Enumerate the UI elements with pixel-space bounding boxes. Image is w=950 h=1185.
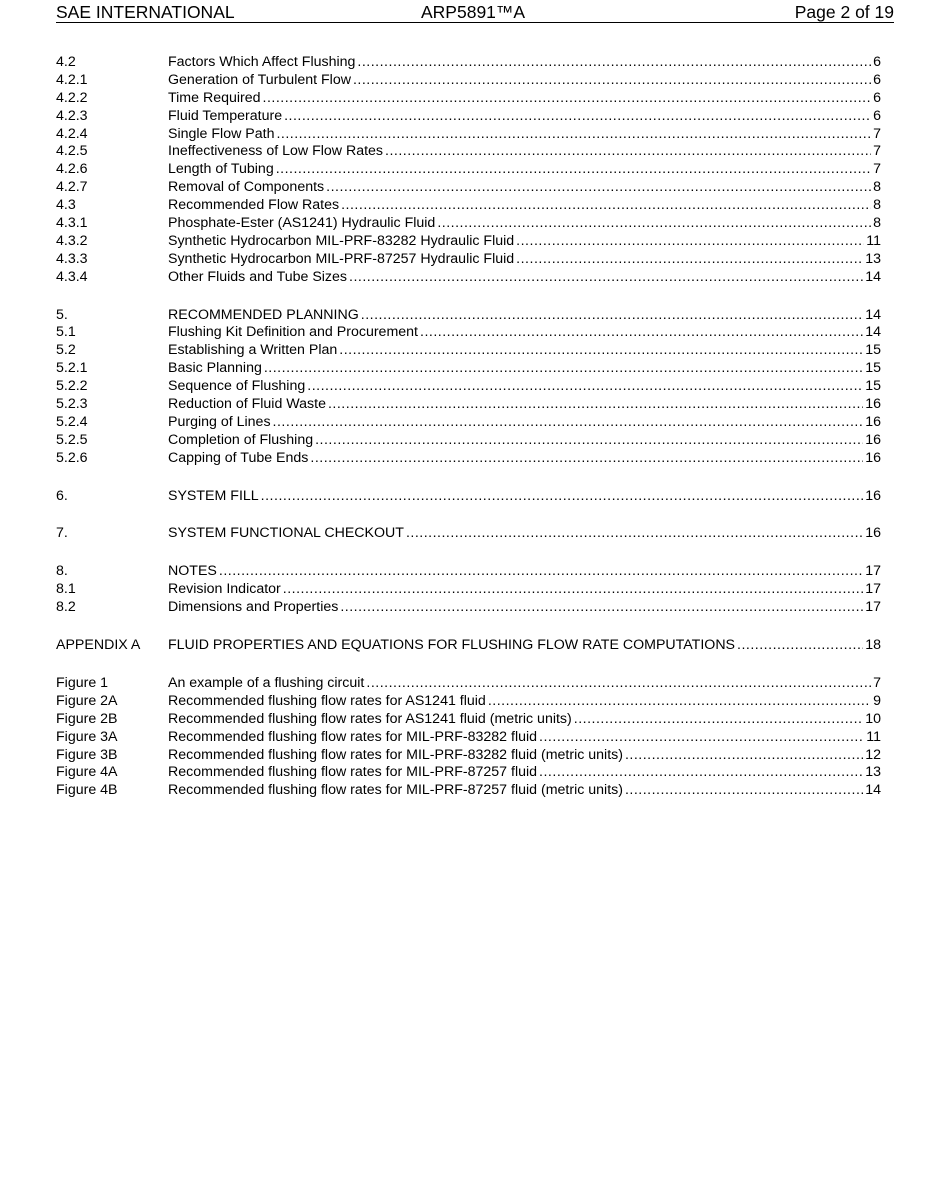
dot-leader <box>516 233 864 251</box>
dot-leader <box>264 360 863 378</box>
toc-entry-number: 5.2.5 <box>56 431 88 448</box>
dot-leader <box>385 143 871 161</box>
dot-leader <box>284 108 871 126</box>
dot-leader <box>219 563 863 581</box>
toc-entry-page: 15 <box>865 378 881 395</box>
toc-entry[interactable] <box>56 581 881 599</box>
toc-entry-page: 7 <box>873 674 881 691</box>
dot-leader <box>574 711 863 729</box>
toc-entry-page: 12 <box>865 746 881 763</box>
toc-entry-title: SYSTEM FILL <box>168 487 259 504</box>
toc-entry-title: Flushing Kit Definition and Procurement <box>168 324 418 341</box>
dot-leader <box>349 269 863 287</box>
toc-entry-title: Fluid Temperature <box>168 107 283 124</box>
toc-entry-number: Figure 4A <box>56 764 118 781</box>
toc-entry-number: 4.2.3 <box>56 107 88 124</box>
toc-entry-page: 6 <box>873 71 881 88</box>
dot-leader <box>339 342 863 360</box>
toc-entry-title: Single Flow Path <box>168 125 275 142</box>
toc-entry-title: Recommended flushing flow rates for AS1241 fluid <box>168 692 486 709</box>
toc-entry-title: Synthetic Hydrocarbon MIL-PRF-83282 Hydraulic Fluid <box>168 232 515 249</box>
toc-entry[interactable] <box>56 233 881 251</box>
toc-entry-number: Figure 3A <box>56 728 118 745</box>
toc-entry-page: 16 <box>865 525 881 542</box>
toc-entry[interactable] <box>56 108 881 126</box>
toc-entry-title: Sequence of Flushing <box>168 378 306 395</box>
toc-entry[interactable] <box>56 693 881 711</box>
toc-entry-number: 5.2.6 <box>56 449 88 466</box>
toc-entry-title: Recommended flushing flow rates for MIL-PRF-87257 fluid (metric units) <box>168 782 623 799</box>
dot-leader <box>406 525 863 543</box>
toc-entry[interactable] <box>56 54 881 72</box>
toc-entry-page: 15 <box>865 360 881 377</box>
toc-entry[interactable] <box>56 251 881 269</box>
toc-entry-page: 13 <box>865 250 881 267</box>
toc-entry-title: Ineffectiveness of Low Flow Rates <box>168 143 384 160</box>
toc-entry-page: 11 <box>866 232 881 249</box>
dot-leader <box>420 324 863 342</box>
toc-entry[interactable] <box>56 72 881 90</box>
toc-entry-number: 4.2.6 <box>56 161 88 178</box>
dot-leader <box>328 396 863 414</box>
toc-entry-page: 16 <box>865 487 881 504</box>
dot-leader <box>361 307 863 325</box>
toc-entry[interactable] <box>56 360 881 378</box>
header-page-number: Page 2 of 19 <box>794 2 894 22</box>
toc-entry-page: 10 <box>865 710 881 727</box>
toc-entry-number: 4.2.7 <box>56 179 88 196</box>
toc-entry-title: Purging of Lines <box>168 413 271 430</box>
toc-entry-number: Figure 4B <box>56 782 118 799</box>
dot-leader <box>737 637 863 655</box>
dot-leader <box>315 432 863 450</box>
toc-entry-title: Recommended flushing flow rates for MIL-PRF-83282 fluid <box>168 728 538 745</box>
toc-entry-page: 13 <box>865 764 881 781</box>
dot-leader <box>625 782 863 800</box>
toc-entry-title: Dimensions and Properties <box>168 599 339 616</box>
dot-leader <box>539 729 864 747</box>
toc-entry-title: Length of Tubing <box>168 161 274 178</box>
toc-entry-number: 4.3 <box>56 197 76 214</box>
toc-group <box>56 307 881 468</box>
toc-entry-title: Completion of Flushing <box>168 431 314 448</box>
toc-entry-page: 7 <box>873 125 881 142</box>
toc-entry-title: Generation of Turbulent Flow <box>168 71 351 88</box>
dot-leader <box>437 215 871 233</box>
toc-entry-number: 5.1 <box>56 324 76 341</box>
toc-entry-number: APPENDIX A <box>56 637 141 654</box>
toc-entry-title: Factors Which Affect Flushing <box>168 54 356 70</box>
toc-entry-page: 16 <box>865 396 881 413</box>
header-document-number: ARP5891™A <box>421 2 526 22</box>
toc-entry[interactable] <box>56 324 881 342</box>
toc-entry[interactable] <box>56 179 881 197</box>
toc-entry[interactable] <box>56 342 881 360</box>
toc-entry-title: SYSTEM FUNCTIONAL CHECKOUT <box>168 525 404 542</box>
toc-group <box>56 675 881 800</box>
dot-leader <box>353 72 871 90</box>
toc-entry-page: 14 <box>865 782 881 799</box>
toc-entry[interactable] <box>56 637 881 655</box>
toc-entry-number: 4.2.1 <box>56 71 88 88</box>
toc-entry-number: Figure 2B <box>56 710 118 727</box>
toc-entry-number: 6. <box>56 487 68 504</box>
toc-entry-title: Reduction of Fluid Waste <box>168 396 326 413</box>
toc-entry-title: Capping of Tube Ends <box>168 449 309 466</box>
toc-entry[interactable] <box>56 197 881 215</box>
toc-entry-number: 4.3.1 <box>56 215 88 232</box>
toc-entry[interactable] <box>56 782 881 800</box>
toc-entry-page: 18 <box>865 637 881 654</box>
toc-entry-title: Time Required <box>168 89 261 106</box>
dot-leader <box>276 161 871 179</box>
toc-entry[interactable] <box>56 563 881 581</box>
toc-group <box>56 54 881 287</box>
toc-entry-title: Recommended flushing flow rates for MIL-PRF-83282 fluid (metric units) <box>168 746 623 763</box>
toc-entry-number: 5.2.2 <box>56 378 88 395</box>
toc-entry-number: 8. <box>56 563 68 580</box>
header-organization: SAE INTERNATIONAL <box>56 2 235 22</box>
dot-leader <box>326 179 871 197</box>
toc-entry-number: Figure 1 <box>56 674 109 691</box>
toc-entry-title: Recommended flushing flow rates for AS1241 fluid (metric units) <box>168 710 572 727</box>
toc-entry-title: Other Fluids and Tube Sizes <box>168 268 348 285</box>
toc-entry-page: 16 <box>865 431 881 448</box>
dot-leader <box>516 251 863 269</box>
toc-entry-page: 17 <box>865 599 881 616</box>
page-header <box>56 2 894 23</box>
toc-entry-page: 11 <box>866 728 881 745</box>
toc-entry-title: Phosphate-Ester (AS1241) Hydraulic Fluid <box>168 215 436 232</box>
toc-entry-number: 8.2 <box>56 599 76 616</box>
toc-entry-page: 7 <box>873 143 881 160</box>
toc-entry-title: An example of a flushing circuit <box>168 674 365 691</box>
toc-entry[interactable] <box>56 729 881 747</box>
toc-entry[interactable] <box>56 488 881 506</box>
toc-entry-title: Recommended flushing flow rates for MIL-PRF-87257 fluid <box>168 764 538 781</box>
toc-entry-title: Establishing a Written Plan <box>168 342 338 359</box>
toc-entry-number: 4.3.2 <box>56 232 88 249</box>
dot-leader <box>283 581 863 599</box>
dot-leader <box>340 599 863 617</box>
dot-leader <box>625 747 863 765</box>
toc-entry[interactable] <box>56 161 881 179</box>
toc-group <box>56 488 881 506</box>
toc-entry-number: 4.3.4 <box>56 268 88 285</box>
toc-entry-title: NOTES <box>168 563 217 580</box>
toc-entry[interactable] <box>56 215 881 233</box>
toc-entry-number: 4.2.5 <box>56 143 88 160</box>
toc-entry[interactable] <box>56 414 881 432</box>
toc-entry[interactable] <box>56 90 881 108</box>
toc-entry[interactable] <box>56 396 881 414</box>
toc-entry-page: 15 <box>865 342 881 359</box>
toc-entry[interactable] <box>56 764 881 782</box>
toc-entry-number: 4.2.4 <box>56 125 88 142</box>
toc-entry-page: 14 <box>865 306 881 323</box>
toc-entry-page: 6 <box>873 107 881 124</box>
toc-entry-number: 4.2.2 <box>56 89 88 106</box>
toc-entry[interactable] <box>56 450 881 468</box>
toc-entry[interactable] <box>56 525 881 543</box>
toc-entry-page: 8 <box>873 215 881 232</box>
toc-entry-page: 8 <box>873 197 881 214</box>
table-of-contents <box>56 54 881 820</box>
toc-entry[interactable] <box>56 126 881 144</box>
toc-entry[interactable] <box>56 307 881 325</box>
toc-entry-page: 14 <box>865 324 881 341</box>
toc-group <box>56 563 881 617</box>
toc-entry-title: RECOMMENDED PLANNING <box>168 306 359 323</box>
toc-entry-title: Recommended Flow Rates <box>168 197 340 214</box>
toc-entry-title: FLUID PROPERTIES AND EQUATIONS FOR FLUSHING FLOW RATE COMPUTATIONS <box>168 637 736 654</box>
toc-entry-number: Figure 3B <box>56 746 118 763</box>
toc-entry-page: 6 <box>873 54 881 70</box>
toc-entry-page: 7 <box>873 161 881 178</box>
toc-entry-number: Figure 2A <box>56 692 118 709</box>
dot-leader <box>310 450 863 468</box>
toc-entry[interactable] <box>56 711 881 729</box>
toc-entry-title: Revision Indicator <box>168 581 281 598</box>
toc-group <box>56 637 881 655</box>
toc-entry-title: Removal of Components <box>168 179 325 196</box>
dot-leader <box>263 90 872 108</box>
toc-group <box>56 525 881 543</box>
dot-leader <box>366 675 871 693</box>
toc-entry[interactable] <box>56 378 881 396</box>
dot-leader <box>261 488 864 506</box>
toc-entry-page: 14 <box>865 268 881 285</box>
dot-leader <box>341 197 871 215</box>
toc-entry-page: 16 <box>865 413 881 430</box>
toc-entry-number: 4.2 <box>56 54 76 70</box>
toc-entry-page: 17 <box>865 581 881 598</box>
dot-leader <box>539 764 863 782</box>
toc-entry[interactable] <box>56 747 881 765</box>
toc-entry-title: Synthetic Hydrocarbon MIL-PRF-87257 Hydraulic Fluid <box>168 250 515 267</box>
toc-entry-page: 6 <box>873 89 881 106</box>
dot-leader <box>276 126 871 144</box>
toc-entry-page: 9 <box>873 692 881 709</box>
toc-entry-number: 8.1 <box>56 581 76 598</box>
toc-entry-number: 5.2.3 <box>56 396 88 413</box>
dot-leader <box>488 693 871 711</box>
toc-entry-number: 5. <box>56 306 68 323</box>
toc-entry-number: 7. <box>56 525 68 542</box>
toc-entry[interactable] <box>56 675 881 693</box>
toc-entry[interactable] <box>56 269 881 287</box>
dot-leader <box>273 414 864 432</box>
toc-entry-number: 4.3.3 <box>56 250 88 267</box>
toc-entry-number: 5.2 <box>56 342 76 359</box>
dot-leader <box>357 54 871 72</box>
toc-entry-title: Basic Planning <box>168 360 262 377</box>
toc-entry-page: 8 <box>873 179 881 196</box>
toc-entry-page: 17 <box>865 563 881 580</box>
toc-entry-number: 5.2.1 <box>56 360 88 377</box>
toc-entry[interactable] <box>56 432 881 450</box>
toc-entry-number: 5.2.4 <box>56 413 88 430</box>
dot-leader <box>307 378 863 396</box>
toc-entry[interactable] <box>56 599 881 617</box>
toc-entry-page: 16 <box>865 449 881 466</box>
toc-entry[interactable] <box>56 143 881 161</box>
